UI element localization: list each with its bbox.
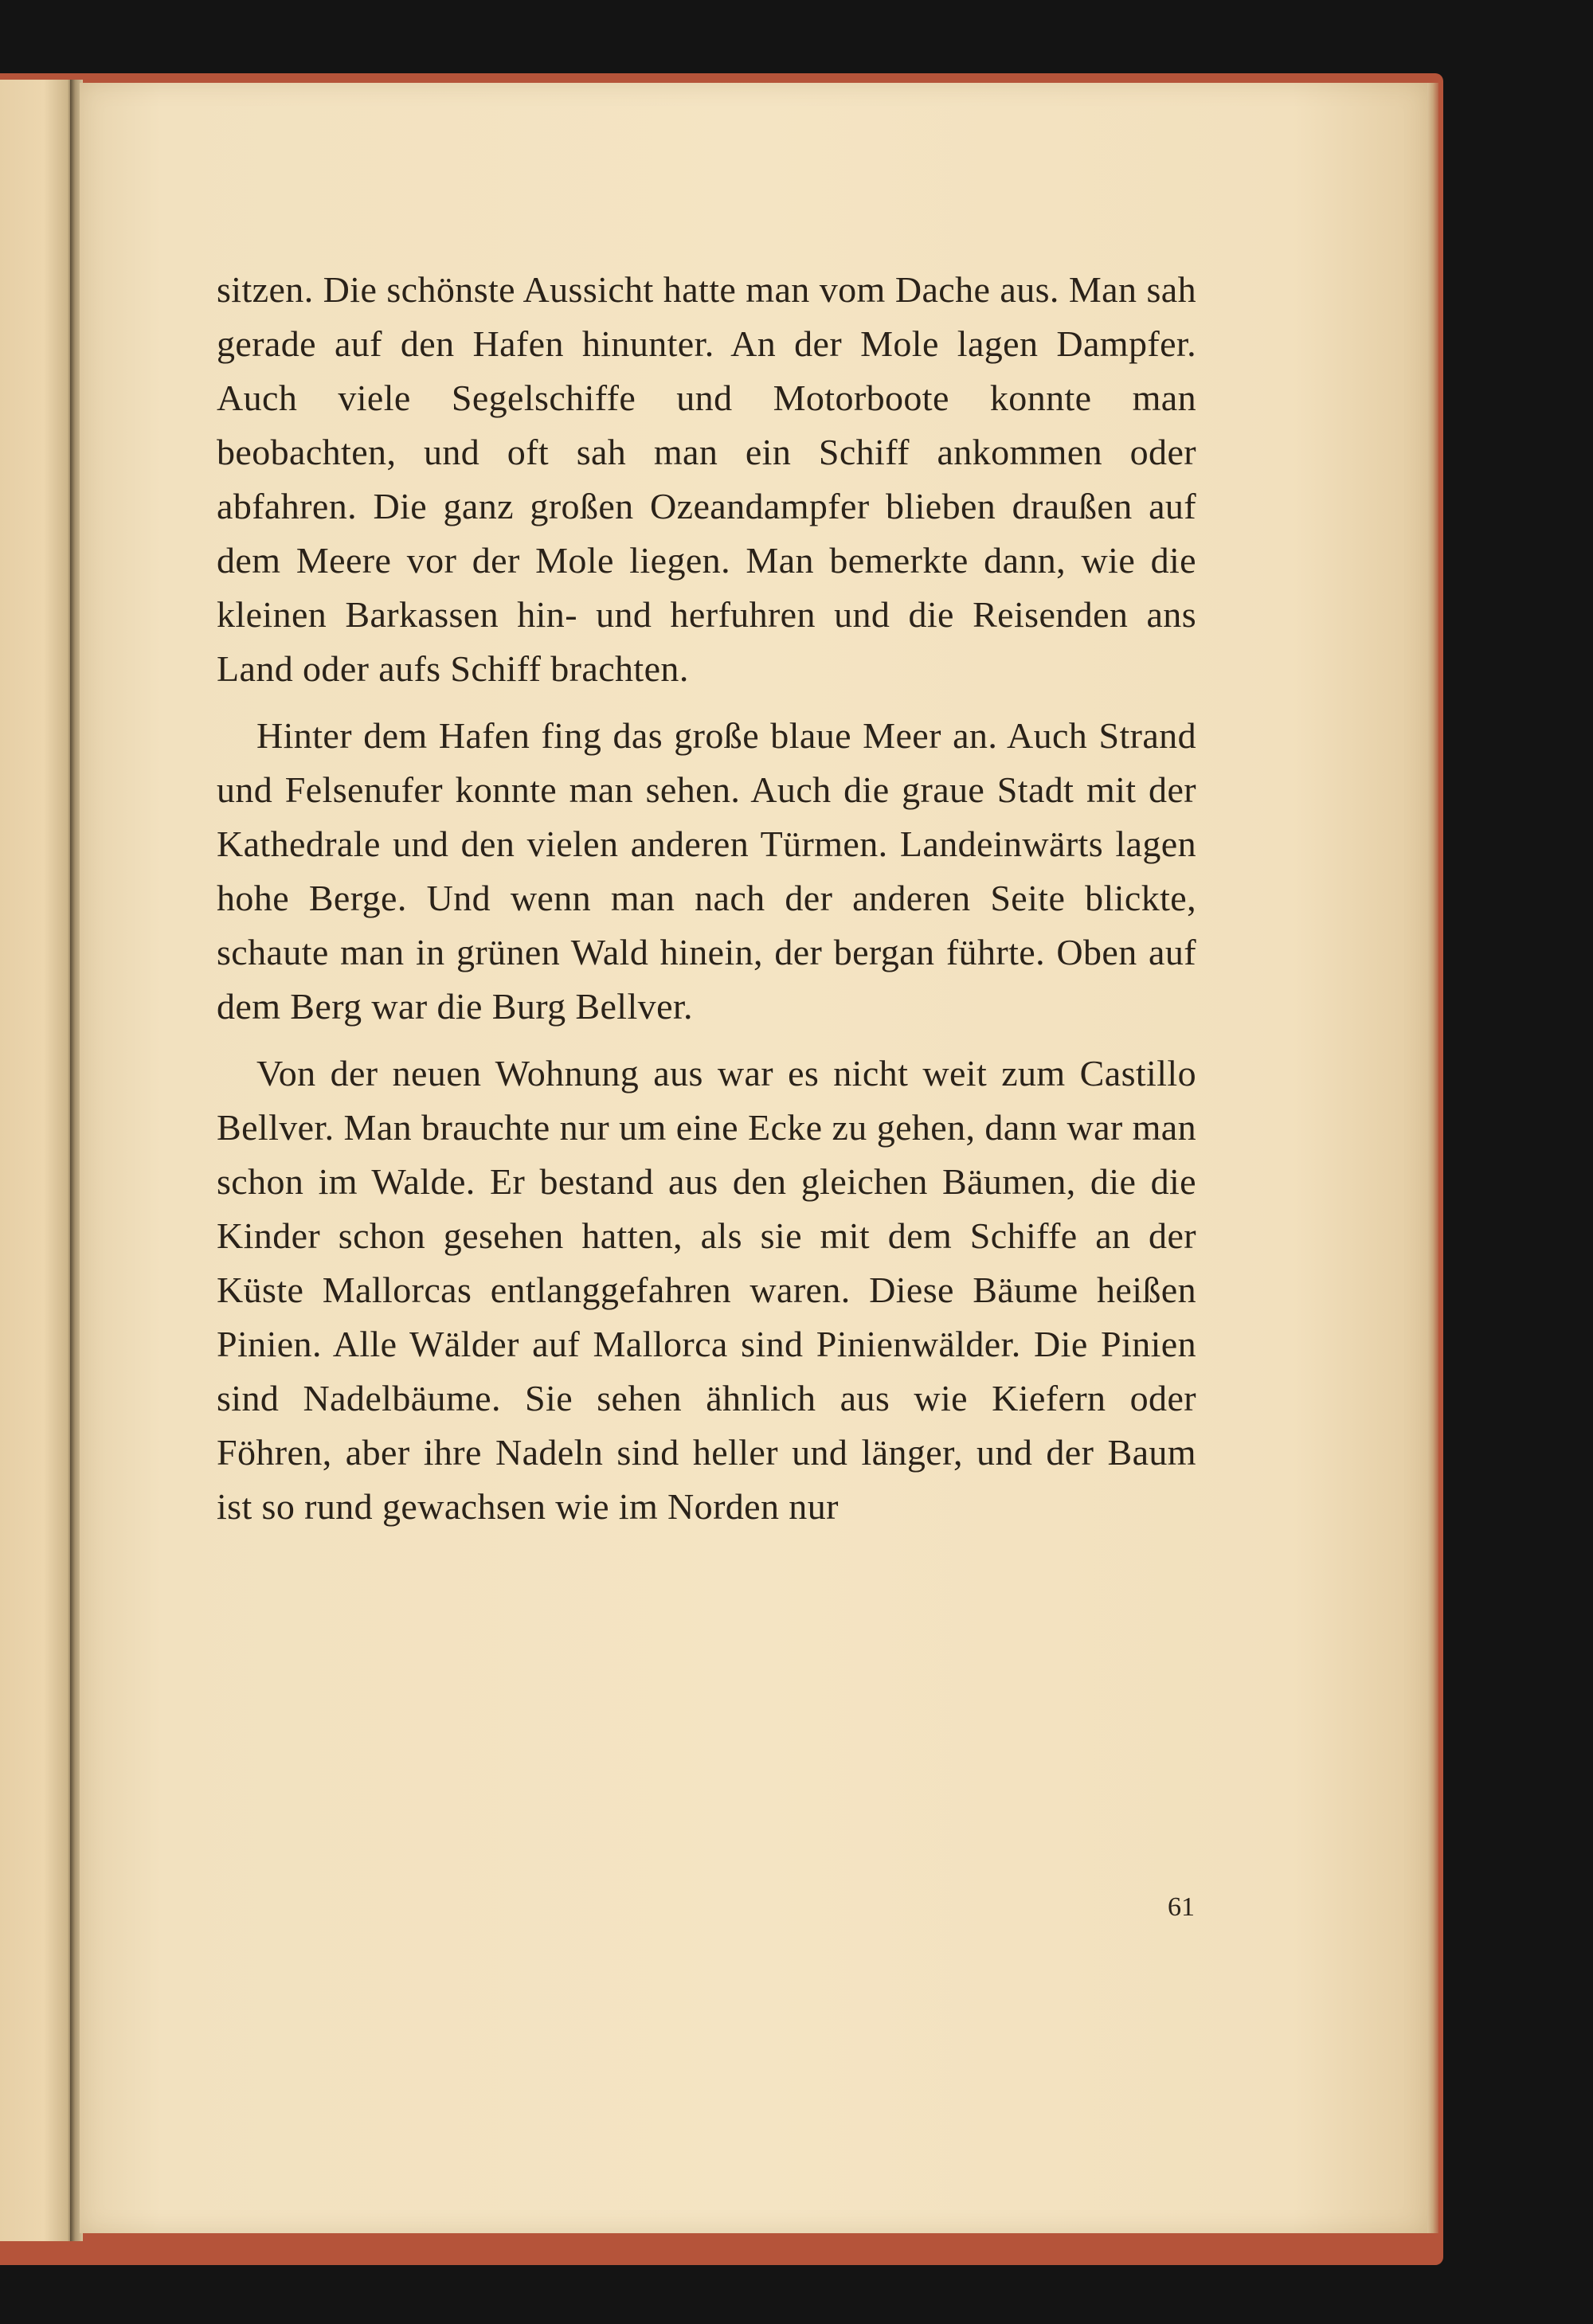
page-edge bbox=[1427, 83, 1438, 2233]
paragraph-1: sitzen. Die schönste Aussicht hatte man vom Dache aus. Man sah gerade auf den Hafen hinunter. An der Mole lagen Dampfer. Auch viele Segelschiffe und Motorboote konnte man beobachten, und oft sah man ein Schiff ankommen oder abfahren. Die ganz großen Ozeandampfer blieben draußen auf dem Meere vor der Mole liegen. Man bemerkte dann, wie die kleinen Barkassen hin- und herfuhren und die Reisenden ans Land oder aufs Schiff brachten. bbox=[217, 269, 1196, 689]
paragraph-2: Hinter dem Hafen fing das große blaue Meer an. Auch Strand und Felsenufer konnte man sehen. Auch die graue Stadt mit der Kathedrale und den vielen anderen Türmen. Landeinwärts lagen hohe Berge. Und wenn man nach der anderen Seite blickte, schaute man in grünen Wald hinein, der bergan führte. Oben auf dem Berg war die Burg Bellver. bbox=[217, 715, 1196, 1027]
paragraph-3: Von der neuen Wohnung aus war es nicht weit zum Castillo Bellver. Man brauchte nur um eine Ecke zu gehen, dann war man schon im Walde. Er bestand aus den gleichen Bäumen, die die Kinder schon gesehen hatten, als sie mit dem Schiffe an der Küste Mallorcas entlanggefahren waren. Diese Bäume heißen Pinien. Alle Wälder auf Mallorca sind Pinienwälder. Die Pinien sind Nadelbäume. Sie sehen ähnlich aus wie Kiefern oder Föhren, aber ihre Nadeln sind heller und länger, und der Baum ist so rund gewachsen wie im Norden nur bbox=[217, 1053, 1196, 1527]
left-page-edge bbox=[0, 80, 73, 2241]
body-text bbox=[217, 263, 1196, 1534]
page-number: 61 bbox=[1168, 1892, 1195, 1922]
